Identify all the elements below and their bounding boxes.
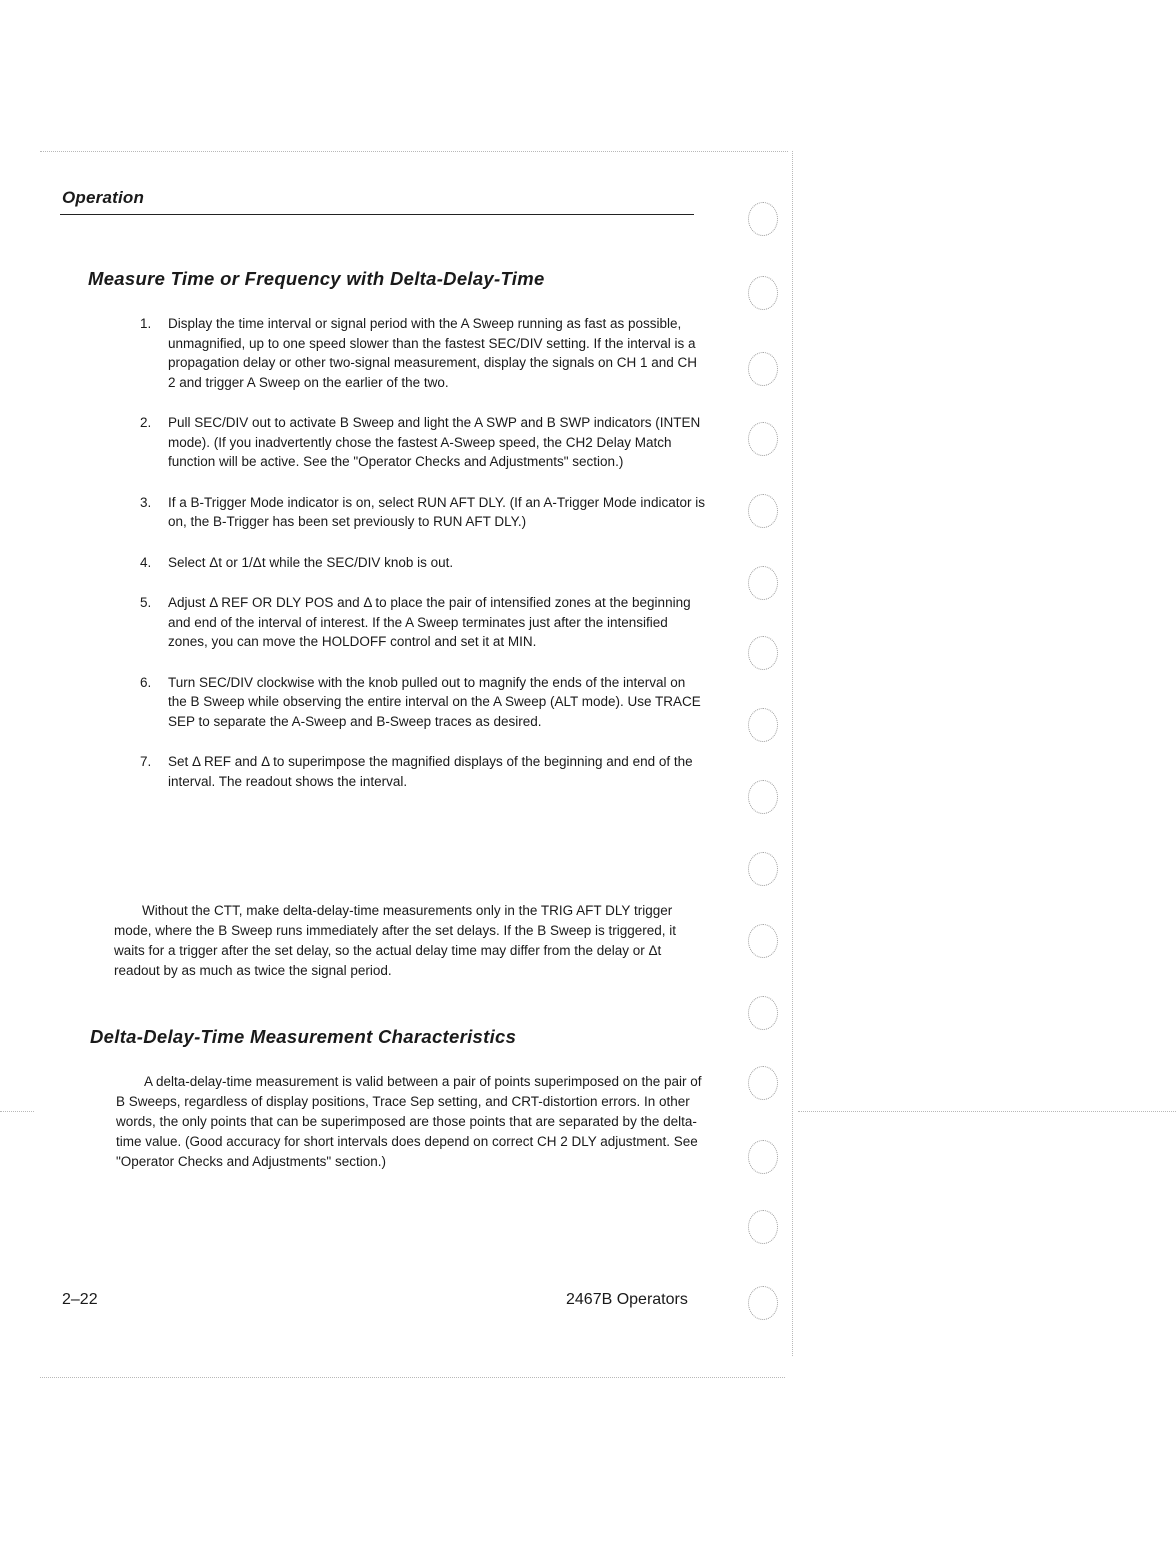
binder-hole (748, 924, 778, 958)
binder-hole (748, 1210, 778, 1244)
step-3 (134, 493, 706, 532)
binder-hole (748, 276, 778, 310)
binder-hole (748, 494, 778, 528)
step-4 (134, 553, 706, 573)
step-text: Set Δ REF and Δ to superimpose the magnified displays of the beginning and end of the interval. The readout shows the interval. (168, 754, 693, 789)
scan-edge-top (40, 151, 788, 152)
step-text: Select Δt or 1/Δt while the SEC/DIV knob is out. (168, 554, 454, 570)
binder-hole (748, 996, 778, 1030)
page-number: 2–22 (62, 1291, 98, 1308)
step-7 (134, 752, 706, 791)
step-number: 6. (140, 674, 152, 690)
binder-hole (748, 1140, 778, 1174)
step-number: 5. (140, 595, 152, 610)
step-text: Pull SEC/DIV out to activate B Sweep and light the A SWP and B SWP indicators (INTEN mode). (If you inadvertently chose the fastest A-Sweep speed, the CH2 Delay Match function will be active. See the "Operator Checks and Adjustments" section.) (168, 415, 701, 469)
section-header: Operation (62, 188, 145, 207)
procedure-steps (134, 314, 706, 812)
step-text: Adjust Δ REF OR DLY POS and Δ to place the pair of intensified zones at the beginning and end of the interval of interest. If the A Sweep terminates just after the intensified zones, you can move the HOLDOFF control and set it at MIN. (168, 595, 691, 649)
ctt-note-text: Without the CTT, make delta-delay-time measurements only in the TRIG AFT DLY trigger mode, where the B Sweep runs immediately after the set delays. If the B Sweep is triggered, it waits for a trigger after the set delay, so the actual delay time may differ from the delay or Δt readout by as much as twice the signal period. (114, 903, 677, 978)
binder-hole (748, 780, 778, 814)
step-6 (134, 673, 706, 732)
manual-title: 2467B Operators (566, 1291, 688, 1308)
step-1 (134, 314, 706, 392)
binder-hole (748, 422, 778, 456)
scan-mark-left (0, 1111, 34, 1112)
step-text: Display the time interval or signal period with the A Sweep running as fast as possible, unmagnified, up to one speed slower than the fastest SEC/DIV setting. If the interval is a propagation delay or other two-signal measurement, display the signals on CH 1 and CH 2 and trigger A Sweep on the earlier of the two. (168, 316, 698, 390)
step-2 (134, 413, 706, 472)
ctt-note (114, 901, 702, 981)
step-number: 1. (140, 316, 152, 331)
step-text: Turn SEC/DIV clockwise with the knob pulled out to magnify the ends of the interval on the B Sweep while observing the entire interval on the A Sweep (ALT mode). Use TRACE SEP to separate the A-Sweep and B-Sweep traces as desired. (168, 674, 701, 729)
header-rule (60, 214, 694, 215)
step-number: 2. (140, 415, 152, 430)
binder-hole (748, 852, 778, 886)
binder-hole (748, 708, 778, 742)
step-text: If a B-Trigger Mode indicator is on, select RUN AFT DLY. (If an A-Trigger Mode indicator is on, the B-Trigger has been set previously to RUN AFT DLY.) (168, 494, 705, 529)
characteristics-text: A delta-delay-time measurement is valid between a pair of points superimposed on the pair of B Sweeps, regardless of display positions, Trace Sep setting, and CRT-distortion errors. In other words, the only points that can be superimposed are those points that are separated by the delta-time value. (Good accuracy for short intervals does depend on correct CH 2 DLY adjustment. See "Operator Checks and Adjustments" section.) (116, 1074, 702, 1169)
characteristics-body (116, 1072, 706, 1172)
section-title-measure: Measure Time or Frequency with Delta-Delay-Time (88, 268, 545, 289)
step-5 (134, 593, 706, 652)
binder-hole (748, 202, 778, 236)
step-number: 7. (140, 754, 152, 769)
binder-hole (748, 636, 778, 670)
scan-edge-right (792, 151, 793, 1356)
scan-tab-line (798, 1111, 1176, 1112)
binder-hole (748, 566, 778, 600)
step-number: 4. (140, 554, 152, 570)
binder-holes (748, 0, 788, 1544)
binder-hole (748, 352, 778, 386)
section-title-characteristics: Delta-Delay-Time Measurement Characteristics (90, 1026, 517, 1047)
binder-hole (748, 1286, 778, 1320)
step-number: 3. (140, 494, 152, 510)
binder-hole (748, 1066, 778, 1100)
scan-edge-bottom (40, 1377, 785, 1378)
